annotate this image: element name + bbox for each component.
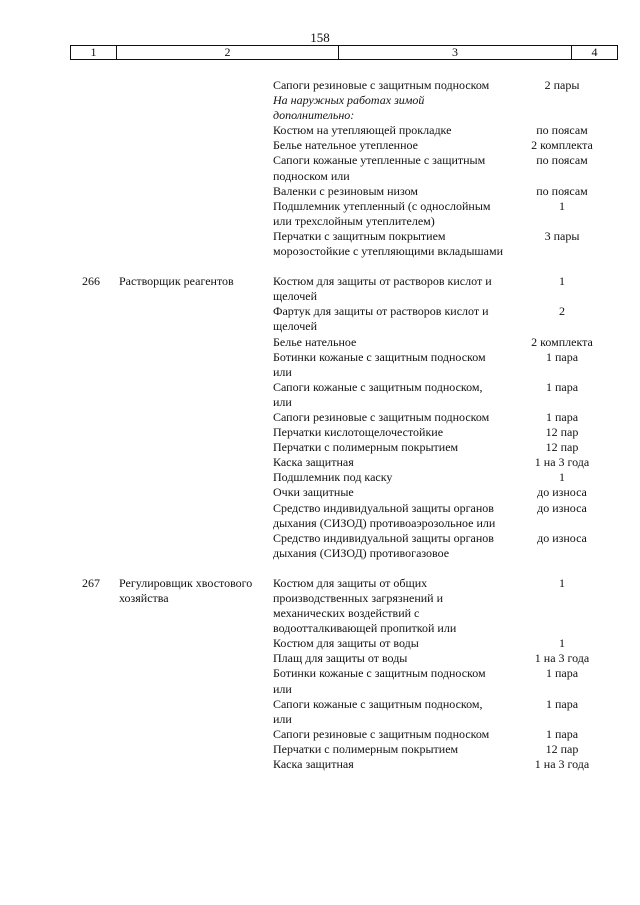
- item-description: Каска защитная: [273, 455, 354, 470]
- item-description: Валенки с резиновым низом: [273, 183, 419, 198]
- table-row: [0, 304, 640, 334]
- item-quantity: до износа: [537, 530, 587, 545]
- table-section: [0, 576, 640, 772]
- table-row: [0, 93, 640, 123]
- table-row: [0, 138, 640, 153]
- table-section: [0, 78, 640, 259]
- item-quantity: до износа: [537, 500, 587, 515]
- table-row: [0, 666, 640, 696]
- item-quantity: до износа: [537, 485, 587, 500]
- item-description: Плащ для защиты от воды: [273, 651, 408, 666]
- table-row: [0, 425, 640, 440]
- item-quantity: 1 пара: [545, 349, 579, 364]
- item-quantity: 1 на 3 года: [534, 757, 590, 772]
- item-description: Сапоги кожаные с защитным подноском, или: [273, 696, 483, 726]
- item-description: Костюм для защиты от воды: [273, 636, 419, 651]
- table-row: [0, 380, 640, 410]
- item-description: Фартук для защиты от растворов кислот и щелочей: [273, 304, 489, 334]
- item-quantity: 3 пары: [544, 228, 580, 243]
- table-row: [0, 727, 640, 742]
- item-description: Перчатки с полимерным покрытием: [273, 741, 459, 756]
- item-quantity: 1: [559, 470, 565, 485]
- item-quantity: по поясам: [536, 183, 588, 198]
- table-row: [0, 636, 640, 651]
- table-row: [0, 335, 640, 350]
- table-row: [0, 470, 640, 485]
- item-description: Сапоги резиновые с защитным подноском: [273, 726, 490, 741]
- item-quantity: 2 комплекта: [531, 334, 593, 349]
- table-row: [0, 78, 640, 93]
- header-col-3: 3: [339, 46, 572, 59]
- item-quantity: по поясам: [536, 153, 588, 168]
- item-quantity: [503, 93, 621, 123]
- item-description: Сапоги резиновые с защитным подноском: [273, 78, 490, 92]
- table-row: [0, 229, 640, 259]
- item-description: Перчатки кислотощелочестойкие: [273, 425, 444, 440]
- page-number: 158: [310, 30, 330, 45]
- item-quantity: 1 на 3 года: [534, 455, 590, 470]
- profession-name: Растворщик реагентов: [119, 274, 234, 289]
- item-quantity: по поясам: [536, 123, 588, 138]
- item-quantity: 1 пара: [545, 409, 579, 424]
- table-section: [0, 274, 640, 561]
- table-row: [0, 410, 640, 425]
- item-description: Белье нательное утепленное: [273, 138, 418, 153]
- item-description: Средство индивидуальной защиты органов дыхания (СИЗОД) противоаэрозольное или: [273, 500, 496, 530]
- item-quantity: 1 пара: [545, 726, 579, 741]
- item-quantity: 1 пара: [545, 666, 579, 681]
- item-quantity: 2 комплекта: [531, 138, 593, 153]
- item-description: Подшлемник утепленный (с однослойным или трехслойным утеплителем): [273, 198, 491, 228]
- item-note: На наружных работах зимой дополнительно:: [273, 93, 425, 123]
- header-col-4: 4: [591, 45, 598, 59]
- item-description: Перчатки с полимерным покрытием: [273, 440, 459, 455]
- item-description: Костюм на утепляющей прокладке: [273, 123, 452, 138]
- item-description: Ботинки кожаные с защитным подноском или: [273, 349, 486, 379]
- item-quantity: 1: [559, 198, 565, 213]
- table-row: [0, 651, 640, 666]
- table-row: [0, 501, 640, 531]
- row-number: 266: [82, 274, 100, 289]
- item-description: Костюм для защиты от общих производственных загрязнений и механических воздействий с водоотталкивающей пропиткой или: [273, 575, 457, 636]
- table-row: [0, 350, 640, 380]
- table-row: [0, 184, 640, 199]
- item-description: Сапоги резиновые с защитным подноском: [273, 409, 490, 424]
- item-quantity: 1 пара: [545, 379, 579, 394]
- table-row: [0, 531, 640, 561]
- item-quantity: 1: [559, 274, 565, 289]
- item-description: Белье нательное: [273, 334, 357, 349]
- table-row: [0, 123, 640, 138]
- table-body: [0, 78, 640, 772]
- item-description: Подшлемник под каску: [273, 470, 393, 485]
- item-quantity: 1: [559, 575, 565, 590]
- table-row: [0, 742, 640, 757]
- table-row: [0, 697, 640, 727]
- row-number: 267: [82, 575, 100, 590]
- header-col-1: 1: [71, 46, 117, 59]
- item-description: Каска защитная: [273, 757, 354, 772]
- table-row: [0, 153, 640, 183]
- item-quantity: 1: [559, 636, 565, 651]
- item-description: Средство индивидуальной защиты органов дыхания (СИЗОД) противогазовое: [273, 530, 494, 560]
- item-quantity: 2: [559, 304, 565, 319]
- item-quantity: 1 на 3 года: [534, 651, 590, 666]
- profession-name: Регулировщик хвостового хозяйства: [119, 575, 253, 605]
- item-description: Перчатки с защитным покрытием морозостойкие с утепляющими вкладышами: [273, 228, 504, 259]
- table-row: [0, 757, 640, 772]
- item-description: Ботинки кожаные с защитным подноском или: [273, 666, 486, 696]
- item-quantity: 12 пар: [545, 440, 579, 455]
- item-description: Костюм для защиты от растворов кислот и щелочей: [273, 274, 492, 304]
- item-quantity: 1 пара: [545, 696, 579, 711]
- header-col-2: 2: [117, 46, 339, 59]
- item-description: Сапоги кожаные с защитным подноском, или: [273, 379, 483, 409]
- item-description: Сапоги кожаные утепленные с защитным подноском или: [273, 153, 486, 183]
- table-header: [70, 45, 618, 60]
- item-quantity: 2 пары: [544, 78, 580, 92]
- item-quantity: 12 пар: [545, 741, 579, 756]
- table-row: [0, 440, 640, 455]
- table-row: [0, 455, 640, 470]
- item-description: Очки защитные: [273, 485, 354, 500]
- item-quantity: 12 пар: [545, 425, 579, 440]
- table-row: [0, 199, 640, 229]
- table-row: [0, 485, 640, 500]
